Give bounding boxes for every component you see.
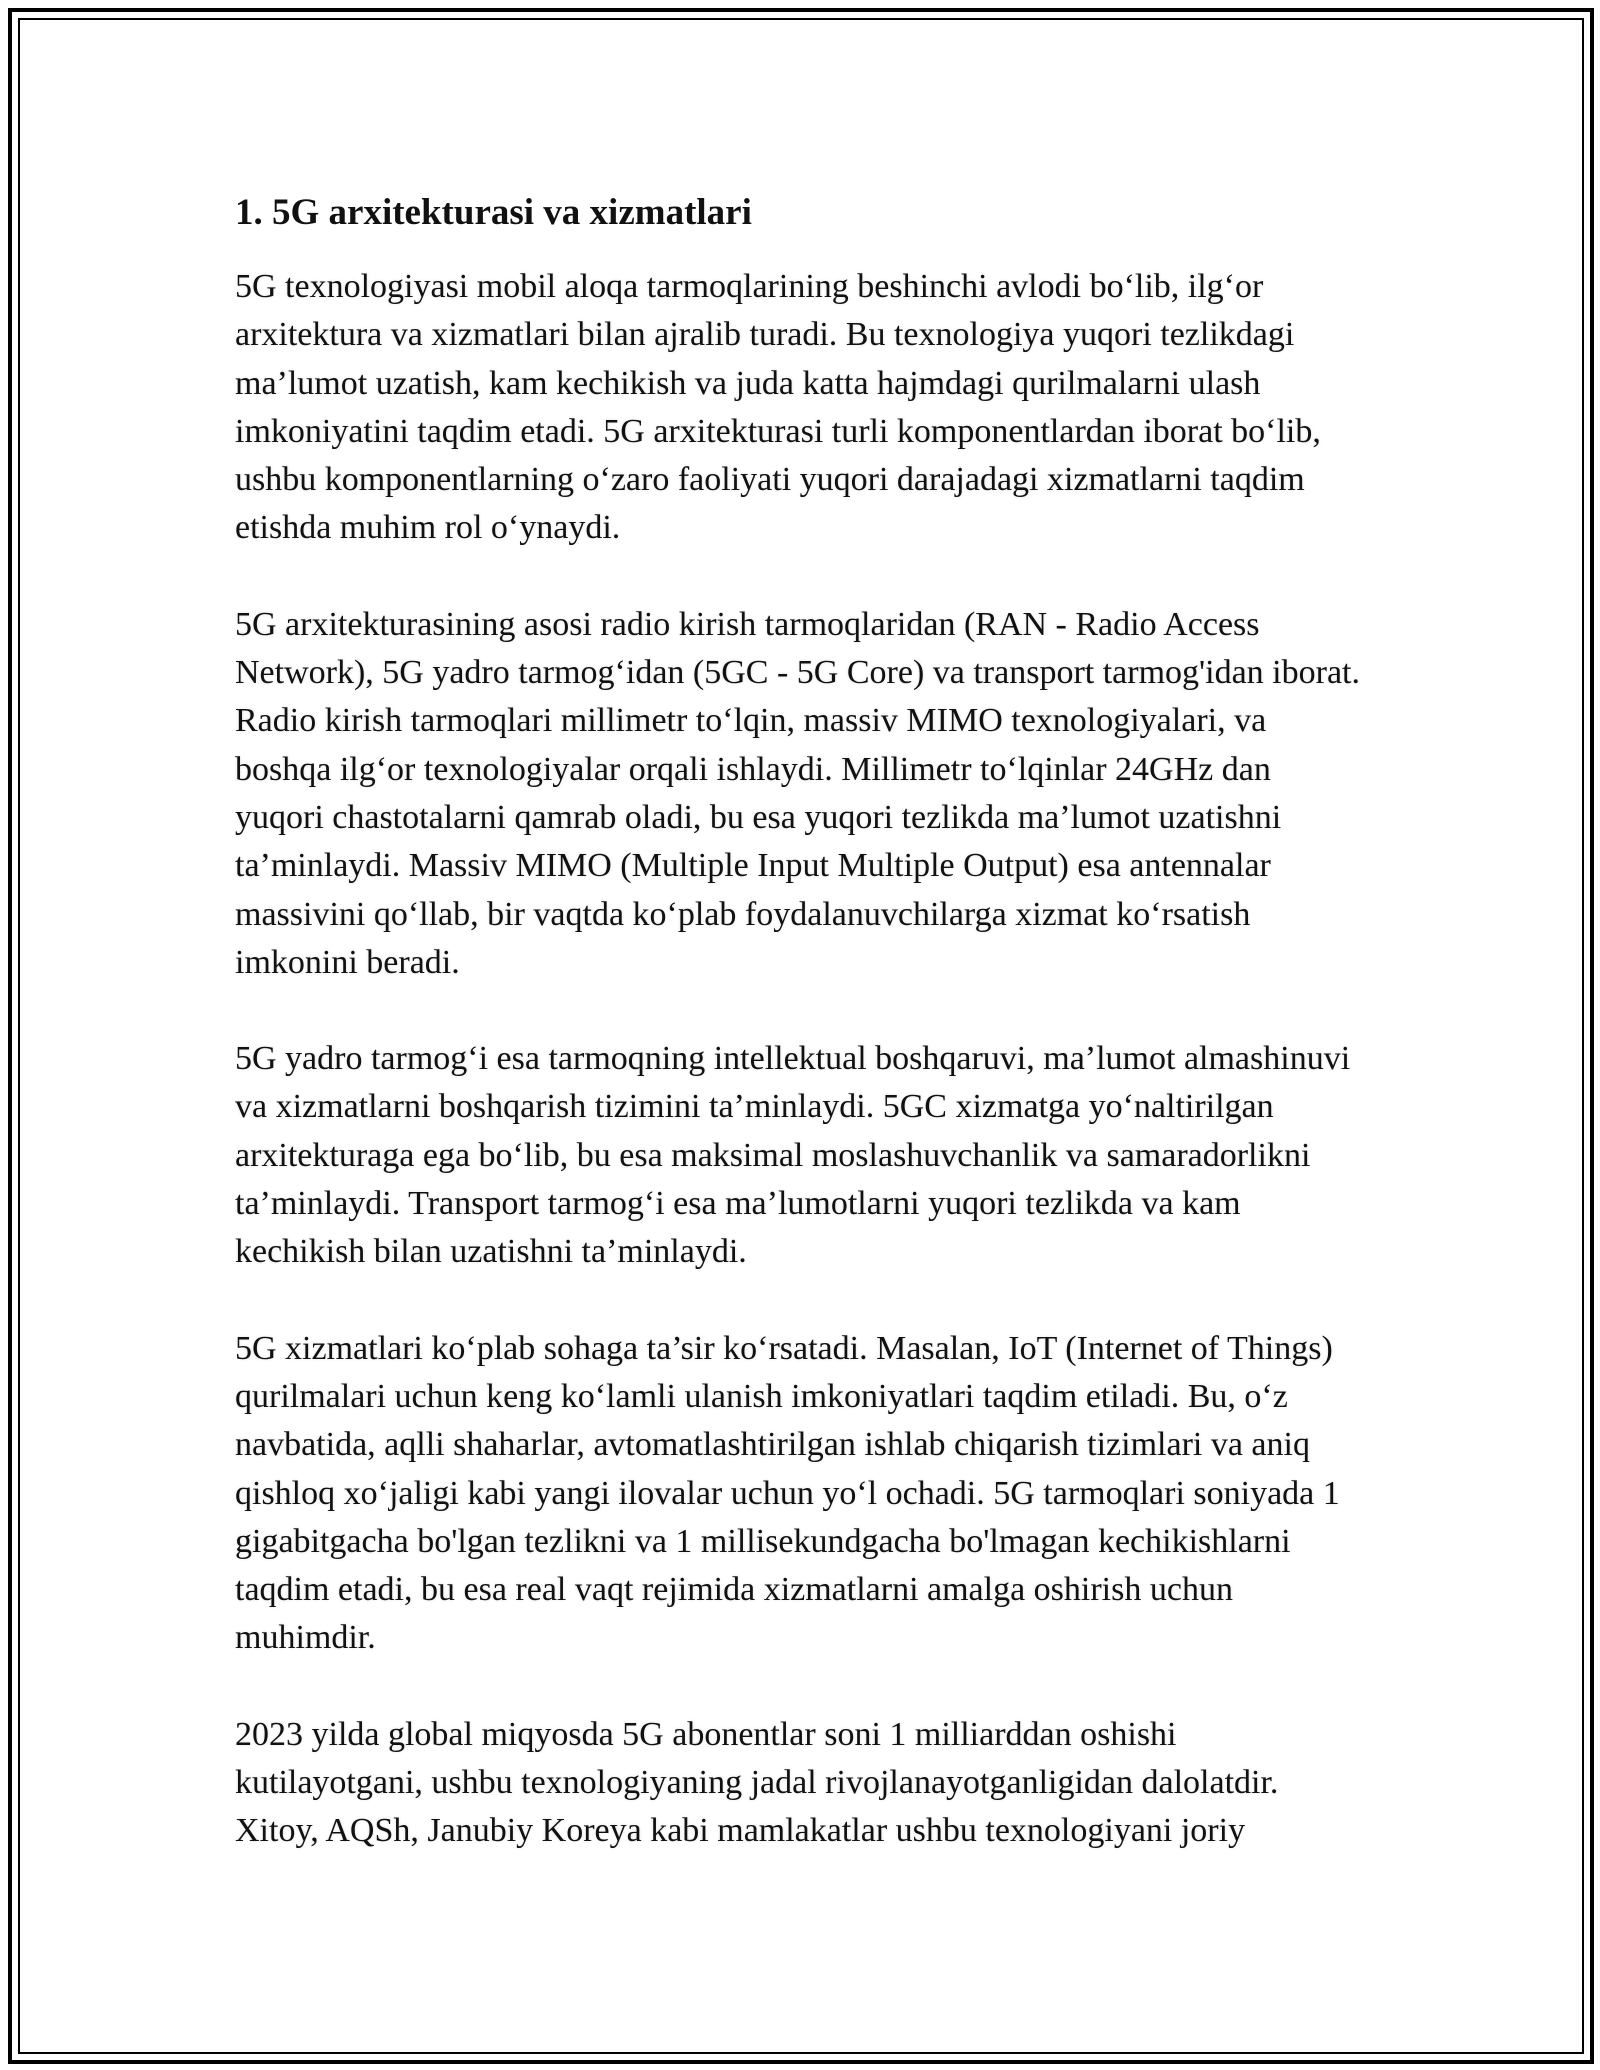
document-body [235, 185, 1365, 1904]
paragraph-5: 2023 yilda global miqyosda 5G abonentlar soni 1 milliarddan oshishi kutilayotgani, ushbu texnologiyaning jadal rivojlanayotganligidan dalolatdir. Xitoy, AQSh, Janubiy Koreya kabi mamlakatlar ushbu texnologiyani joriy [235, 1715, 1279, 1850]
paragraph-4: 5G xizmatlari ko‘plab sohaga ta’sir ko‘rsatadi. Masalan, IoT (Internet of Things) qurilmalari uchun keng ko‘lamli ulanish imkoniyatlari taqdim etiladi. Bu, o‘z navbatida, aqlli shaharlar, avtomatlashtirilgan ishlab chiqarish tizimlari va aniq qishloq xo‘jaligi kabi yangi ilovalar uchun yo‘l ochadi. 5G tarmoqlari soniyada 1 gigabitgacha bo'lgan tezlikni va 1 millisekundgacha bo'lmagan kechikishlarni taqdim etadi, bu esa real vaqt rejimida xizmatlarni amalga oshirish uchun muhimdir. [235, 1329, 1340, 1657]
paragraph-3: 5G yadro tarmog‘i esa tarmoqning intellektual boshqaruvi, ma’lumot almashinuvi va xizmatlarni boshqarish tizimini ta’minlaydi. 5GC xizmatga yo‘naltirilgan arxitekturaga ega bo‘lib, bu esa maksimal moslashuvchanlik va samaradorlikni ta’minlaydi. Transport tarmog‘i esa ma’lumotlarni yuqori tezlikda va kam kechikish bilan uzatishni ta’minlaydi. [235, 1040, 1351, 1271]
paragraph-2: 5G arxitekturasining asosi radio kirish tarmoqlaridan (RAN - Radio Access Network), 5G yadro tarmog‘idan (5GC - 5G Core) va transport tarmog'idan iborat. Radio kirish tarmoqlari millimetr to‘lqin, massiv MIMO texnologiyalari, va boshqa ilg‘or texnologiyalar orqali ishlaydi. Millimetr to‘lqinlar 24GHz dan yuqori chastotalarni qamrab oladi, bu esa yuqori tezlikda ma’lumot uzatishni ta’minlaydi. Massiv MIMO (Multiple Input Multiple Output) esa antennalar massivini qo‘llab, bir vaqtda ko‘plab foydalanuvchilarga xizmat ko‘rsatish imkonini beradi. [235, 605, 1360, 981]
section-heading: 1. 5G arxitekturasi va xizmatlari [235, 192, 752, 233]
paragraph-1: 5G texnologiyasi mobil aloqa tarmoqlarining beshinchi avlodi bo‘lib, ilg‘or arxitektura va xizmatlari bilan ajralib turadi. Bu texnologiya yuqori tezlikdagi ma’lumot uzatish, kam kechikish va juda katta hajmdagi qurilmalarni ulash imkoniyatini taqdim etadi. 5G arxitekturasi turli komponentlardan iborat bo‘lib, ushbu komponentlarning o‘zaro faoliyati yuqori darajadagi xizmatlarni taqdim etishda muhim rol o‘ynaydi. [235, 268, 1321, 547]
